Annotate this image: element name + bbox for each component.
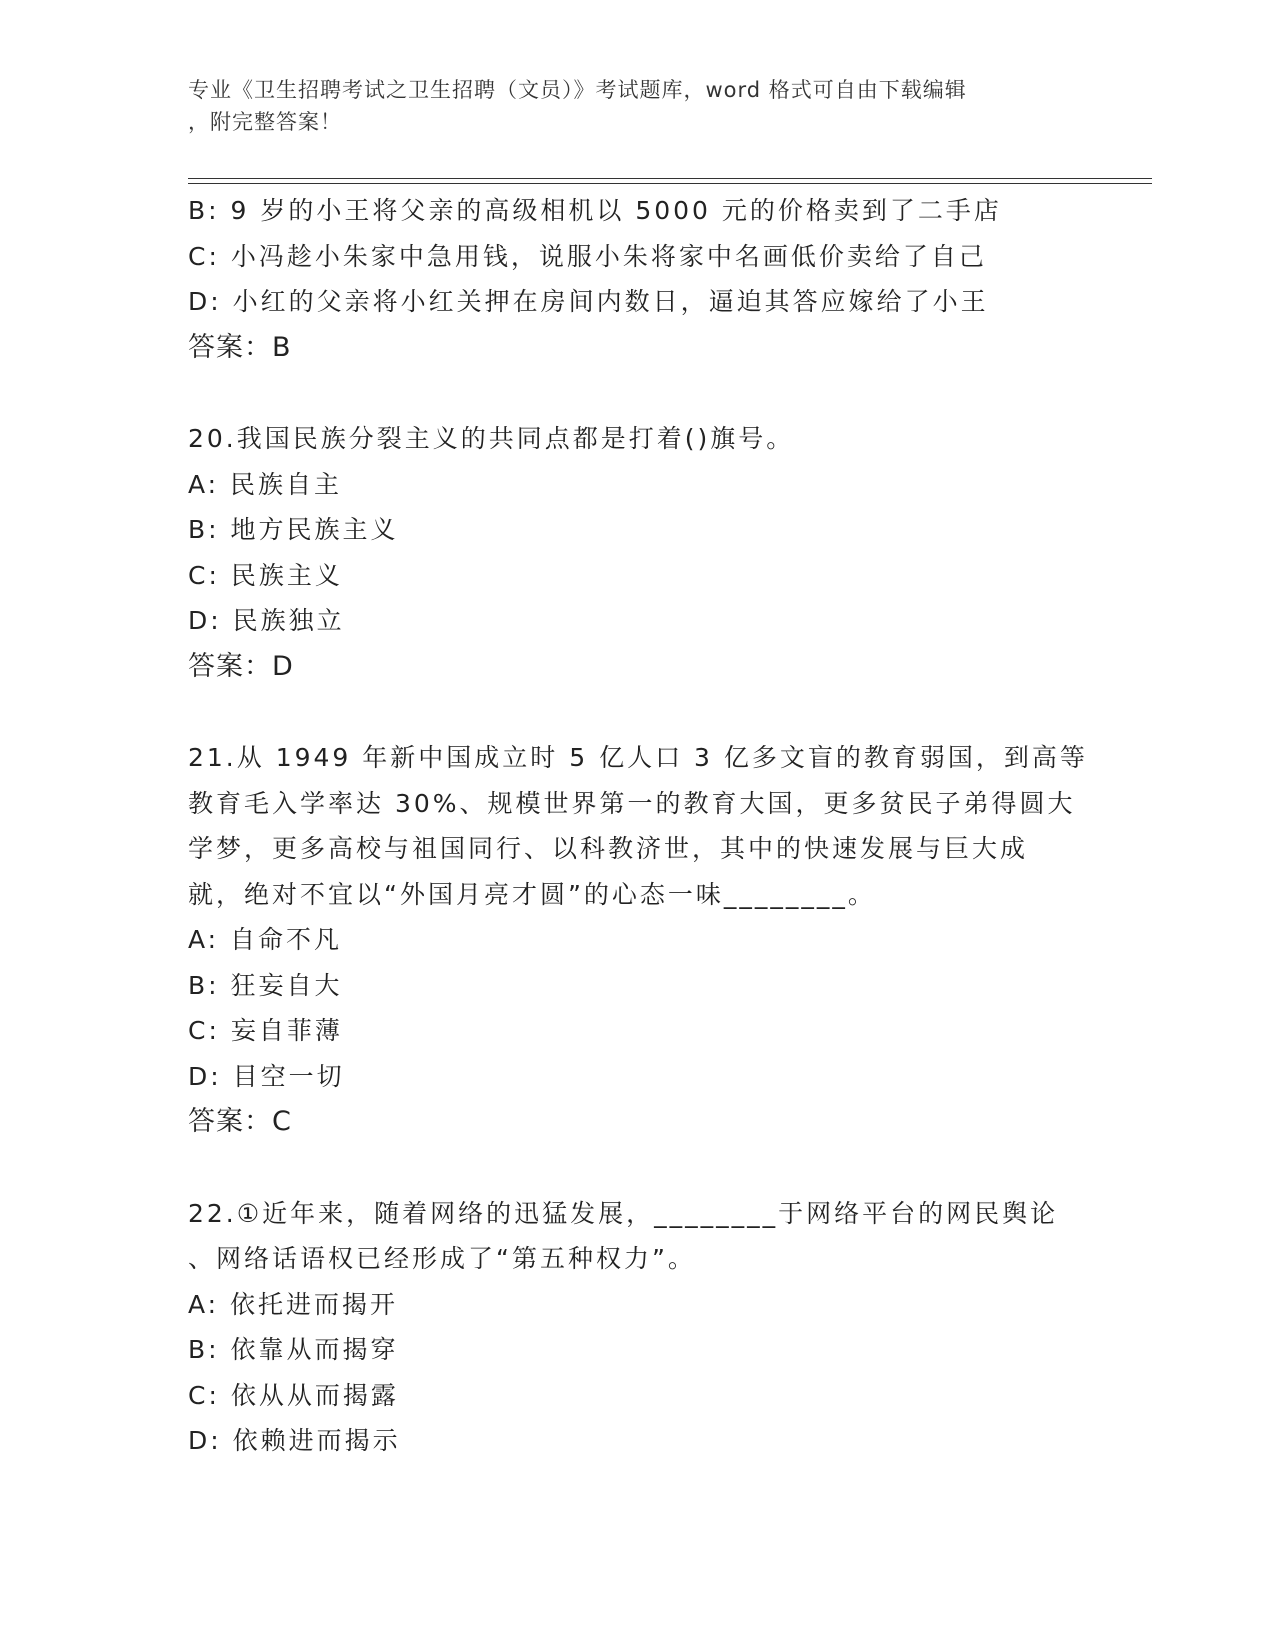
option-b: B: 9 岁的小王将父亲的高级相机以 5000 元的价格卖到了二手店 <box>188 196 1002 225</box>
option-a: A: 自命不凡 <box>188 925 343 954</box>
spacer <box>188 370 1088 416</box>
question-text-line: 22.①近年来，随着网络的迅猛发展，________于网络平台的网民舆论 <box>188 1198 1059 1228</box>
option-b: B: 依靠从而揭穿 <box>188 1335 399 1364</box>
question-20 <box>188 416 1088 689</box>
question-19 <box>188 188 1088 370</box>
question-text-line: 学梦，更多高校与祖国同行、以科教济世，其中的快速发展与巨大成 <box>188 834 1029 863</box>
header-divider-top <box>188 178 1152 179</box>
question-text-line: 就，绝对不宜以“外国月亮才圆”的心态一味________。 <box>188 879 876 909</box>
option-c: C: 小冯趁小朱家中急用钱，说服小朱将家中名画低价卖给了自己 <box>188 241 987 271</box>
answer: 答案：B <box>188 331 292 363</box>
answer: 答案：D <box>188 650 294 682</box>
option-d: D: 民族独立 <box>188 606 345 635</box>
answer: 答案：C <box>188 1106 292 1137</box>
spacer <box>188 1145 1088 1191</box>
question-text-line: 教育毛入学率达 30%、规模世界第一的教育大国，更多贫民子弟得圆大 <box>188 788 1076 818</box>
question-text-line: 21.从 1949 年新中国成立时 5 亿人口 3 亿多文盲的教育弱国，到高等 <box>188 743 1088 772</box>
option-a: A: 依托进而揭开 <box>188 1289 399 1319</box>
option-a: A: 民族自主 <box>188 469 343 499</box>
header-divider-bottom <box>188 183 1152 184</box>
option-c: C: 民族主义 <box>188 560 343 590</box>
question-text-line: 、网络话语权已经形成了“第五种权力”。 <box>188 1244 696 1273</box>
spacer <box>188 689 1088 735</box>
option-d: D: 小红的父亲将小红关押在房间内数日，逼迫其答应嫁给了小王 <box>188 287 989 316</box>
option-b: B: 狂妄自大 <box>188 970 343 1000</box>
question-22 <box>188 1191 1088 1464</box>
option-d: D: 依赖进而揭示 <box>188 1426 401 1455</box>
header-line-2: ，附完整答案！ <box>188 110 342 134</box>
document-header <box>188 74 1068 138</box>
option-b: B: 地方民族主义 <box>188 515 399 544</box>
option-c: C: 依从从而揭露 <box>188 1380 399 1410</box>
option-d: D: 目空一切 <box>188 1061 345 1091</box>
header-line-1: 专业《卫生招聘考试之卫生招聘（文员）》考试题库，word 格式可自由下载编辑 <box>188 78 967 102</box>
question-21 <box>188 735 1088 1145</box>
question-text: 20.我国民族分裂主义的共同点都是打着()旗号。 <box>188 424 795 453</box>
option-c: C: 妄自菲薄 <box>188 1016 343 1045</box>
question-list <box>188 188 1088 1464</box>
